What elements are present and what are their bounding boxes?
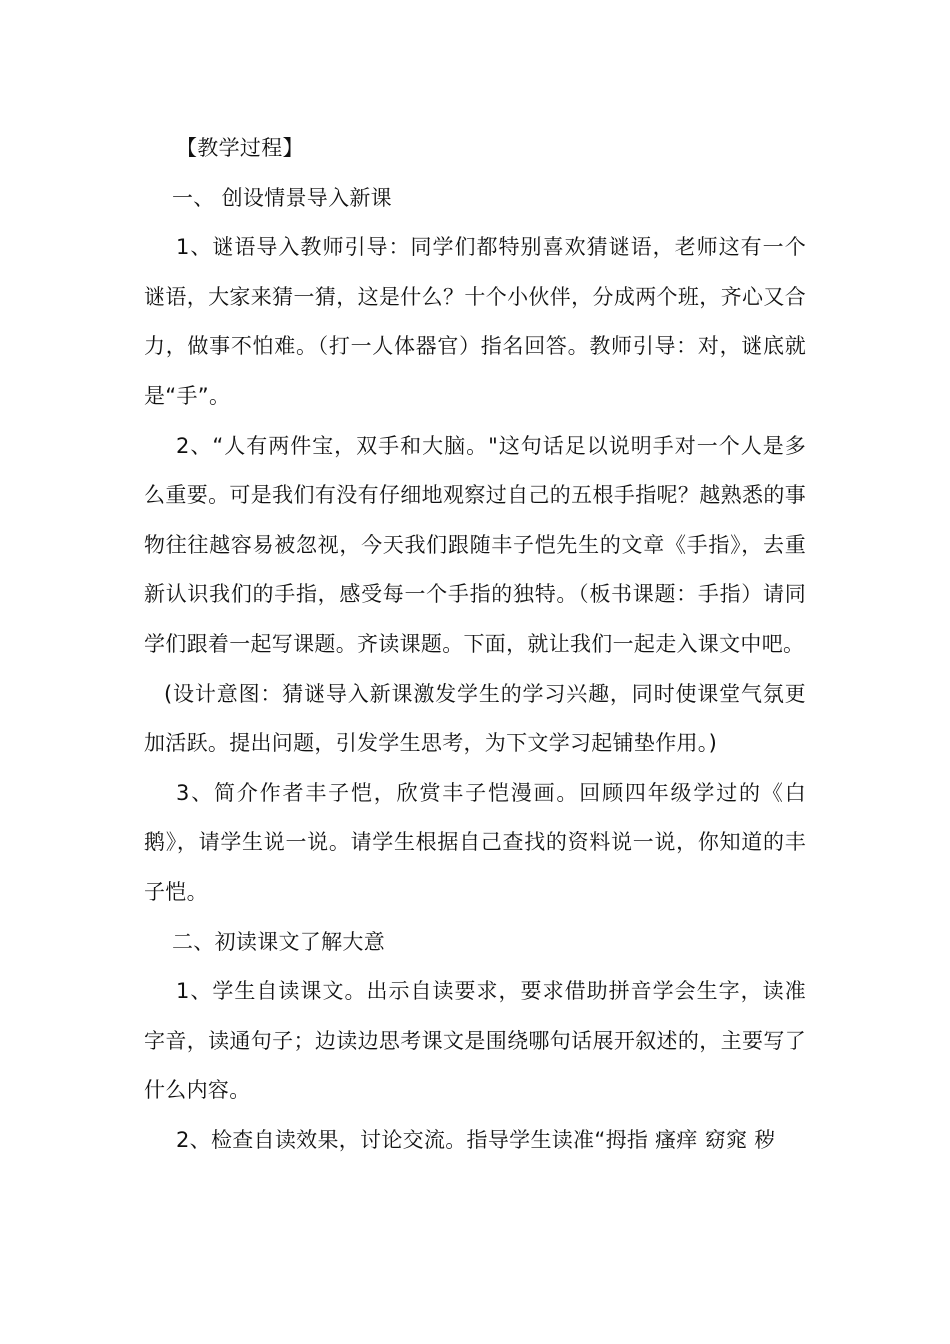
section-title-2: 二、初读课文了解大意 [172,929,385,954]
paragraph-design-intent: (设计意图：猜谜导入新课激发学生的学习兴趣，同时使课堂气氛更加活跃。提出问题，引发学生思考，为下文学习起铺垫作用。) [144,681,806,756]
paragraph-riddle: 1、谜语导入教师引导：同学们都特别喜欢猜谜语，老师这有一个谜语，大家来猜一猜，这是什么？十个小伙伴，分成两个班，齐心又合力，做事不怕难。（打一人体器官）指名回答。教师引导：对，谜底就是“手”。 [144,235,806,408]
paragraph-self-reading: 1、学生自读课文。出示自读要求，要求借助拼音学会生字，读准字音，读通句子；边读边思考课文是围绕哪句话展开叙述的，主要写了什么内容。 [144,979,806,1103]
section-title-1: 一、 创设情景导入新课 [172,185,392,210]
document-body [144,124,806,1165]
section-heading: 【教学过程】 [176,136,304,160]
paragraph-check-reading: 2、检查自读效果，讨论交流。指导学生读准“拇指 瘙痒 窈窕 秽 [176,1127,776,1152]
paragraph-two-treasures: 2、“人有两件宝，双手和大脑。"这句话足以说明手对一个人是多么重要。可是我们有没有仔细地观察过自己的五根手指呢？越熟悉的事物往往越容易被忽视，今天我们跟随丰子恺先生的文章《手指》，去重新认识我们的手指，感受每一个手指的独特。（板书课题：手指）请同学们跟着一起写课题。齐读课题。下面，就让我们一起走入课文中吧。 [144,433,806,656]
paragraph-author-intro: 3、简介作者丰子恺，欣赏丰子恺漫画。回顾四年级学过的《白鹅》，请学生说一说。请学生根据自己查找的资料说一说，你知道的丰子恺。 [144,780,806,904]
